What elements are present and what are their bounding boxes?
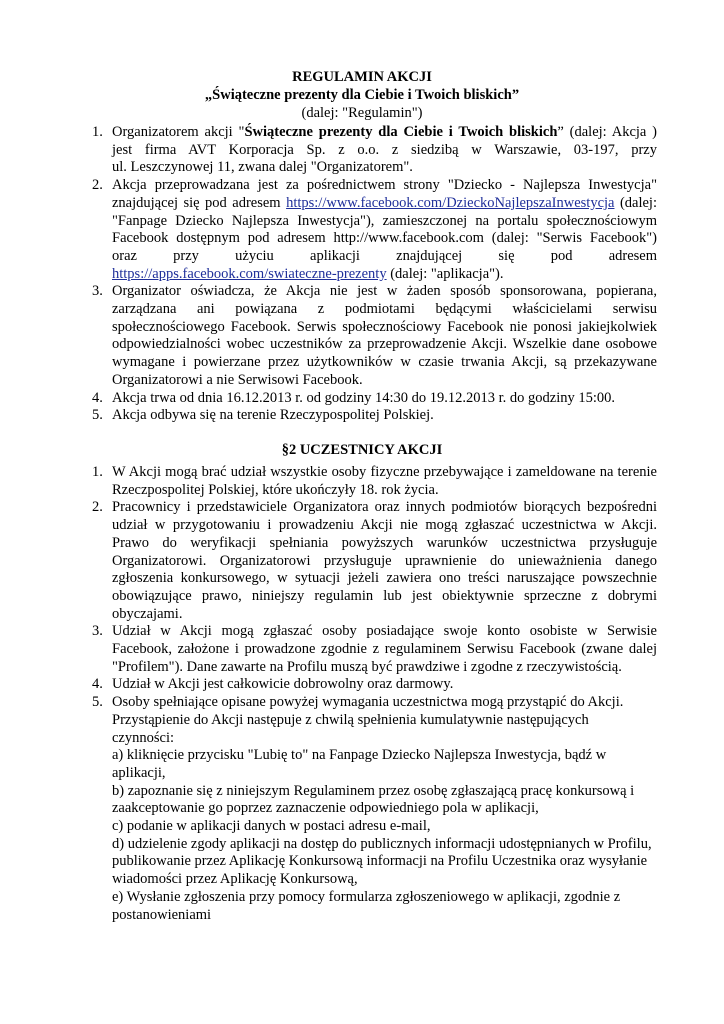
item-line: ul. Leszczynowej 11, zwana dalej "Organizatorem". <box>112 159 413 176</box>
app-link[interactable]: https://apps.facebook.com/swiateczne-prezenty <box>112 265 387 282</box>
item-number: 1. <box>92 464 103 480</box>
item-line: zgłoszenia konkursowego, w sytuacji jeżeli zawiera ono treści naruszające powszechnie <box>112 570 657 587</box>
item-line: Przystąpienie do Akcji następuje z chwilą spełnienia kumulatywnie następujących <box>112 711 589 728</box>
item-line: Organizatorowi. Organizatorowi przysługuje uprawnienie do unieważnienia danego <box>112 552 657 569</box>
document-subtitle: „Świąteczne prezenty dla Ciebie i Twoich bliskich” <box>204 87 520 103</box>
item-line: Facebook dostępnym pod adresem http://www.facebook.com (dalej: "Serwis Facebook") <box>112 230 657 247</box>
item-line: Organizatorowi a nie Serwisowi Facebook. <box>112 371 363 388</box>
item-line: zarządzana ani powiązana z podmiotami będącymi właścicielami serwisu <box>112 301 657 318</box>
item-line: "Profilem"). Dane zawarte na Profilu muszą być prawdziwe i zgodne z rzeczywistością. <box>112 658 622 675</box>
section-title: §2 UCZESTNICY AKCJI <box>281 442 443 458</box>
item-text: (dalej: "aplikacja"). <box>386 265 504 282</box>
item-number: 4. <box>92 389 103 406</box>
item-line: c) podanie w aplikacji danych w postaci adresu e-mail, <box>112 818 431 835</box>
item-text: Organizatorem akcji " <box>112 124 245 140</box>
document-title: REGULAMIN AKCJI <box>292 69 432 85</box>
item-line: Akcja odbywa się na terenie Rzeczypospolitej Polskiej. <box>112 407 434 424</box>
section2-list <box>92 464 657 924</box>
item-line: W Akcji mogą brać udział wszystkie osoby fizyczne przebywające i zameldowane na terenie <box>112 464 657 480</box>
item-line: publikowanie przez Aplikację Konkursową informacji na Profilu Uczestnika oraz wysyłanie <box>112 853 648 870</box>
list-item <box>92 623 657 676</box>
item-line <box>112 124 657 142</box>
item-line: czynności: <box>112 729 175 746</box>
list-item <box>92 177 657 283</box>
list-item <box>92 676 657 694</box>
item-number: 1. <box>92 124 103 140</box>
item-line: aplikacji, <box>112 764 166 781</box>
list-item <box>92 464 657 499</box>
item-line: a) kliknięcie przycisku "Lubię to" na Fanpage Dziecko Najlepsza Inwestycja, bądź w <box>112 747 607 764</box>
list-item <box>92 389 657 408</box>
item-number: 2. <box>92 177 103 194</box>
item-line: Udział w Akcji jest całkowicie dobrowolny oraz darmowy. <box>112 676 454 693</box>
item-line: b) zapoznanie się z niniejszym Regulaminem przez osobę zgłaszającą pracę konkursową i <box>112 782 635 799</box>
item-line: społecznościowego Facebook. Serwis społecznościowy Facebook nie ponosi jakiejkolwiek <box>112 318 657 335</box>
item-text: (dalej: <box>614 194 657 211</box>
fanpage-link[interactable]: https://www.facebook.com/DzieckoNajlepszaInwestycja <box>286 194 615 211</box>
item-line: jest firma AVT Korporacja Sp. z o.o. z siedzibą w Warszawie, 03-197, przy <box>112 141 657 158</box>
item-line: "Fanpage Dziecko Najlepsza Inwestycja"), zamieszczonej na portalu społecznościowym <box>112 212 657 229</box>
item-line: obowiązujące prawo, niniejszy regulamin lub jest obiektywnie sprzeczne z dobrymi <box>112 587 657 604</box>
item-line: Udział w Akcji mogą zgłaszać osoby posiadające swoje konto osobiste w Serwisie <box>112 623 657 640</box>
item-line: Organizator oświadcza, że Akcja nie jest w żaden sposób sponsorowana, popierana, <box>112 283 657 300</box>
item-text: ” (dalej: Akcja ) <box>557 124 658 140</box>
item-line: zaakceptowanie go poprzez zaznaczenie odpowiedniego pola w aplikacji, <box>112 800 539 817</box>
list-item <box>92 407 657 425</box>
item-line: obyczajami. <box>112 605 183 622</box>
item-line <box>112 266 657 284</box>
list-item <box>92 694 657 924</box>
item-line: postanowieniami <box>112 906 212 923</box>
item-line: Akcja przeprowadzana jest za pośrednictwem strony "Dziecko - Najlepsza Inwestycja" <box>112 177 657 194</box>
item-line: Facebook, założone i prowadzone zgodnie z regulaminem Serwisu Facebook (zwane dalej <box>112 641 657 658</box>
item-number: 3. <box>92 283 103 300</box>
item-line: Rzeczpospolitej Polskiej, które ukończyły 18. rok życia. <box>112 481 439 498</box>
list-item <box>92 283 657 389</box>
item-line: Akcja trwa od dnia 16.12.2013 r. od godziny 14:30 do 19.12.2013 r. do godziny 15:00. <box>112 389 616 406</box>
item-line: odpowiedzialności wobec uczestników za przeprowadzenie Akcji. Wszelkie dane osobowe <box>112 336 657 353</box>
item-number: 4. <box>92 676 103 693</box>
item-line: Prawo do weryfikacji spełniania powyższych warunków uczestnictwa przysługuje <box>112 534 657 551</box>
item-line <box>112 195 657 213</box>
item-line: e) Wysłanie zgłoszenia przy pomocy formularza zgłoszeniowego w aplikacji, zgodnie z <box>112 888 621 905</box>
item-number: 5. <box>92 407 103 424</box>
item-number: 5. <box>92 694 103 711</box>
document-alias: (dalej: "Regulamin") <box>301 105 423 121</box>
list-item <box>92 499 657 623</box>
item-line: wymagane i powierzane przez użytkowników w czasie trwania Akcji, są przekazywane <box>112 354 657 371</box>
item-line: oraz przy użyciu aplikacji znajdującej się pod adresem <box>112 247 657 264</box>
item-number: 3. <box>92 623 103 640</box>
section1-list <box>92 124 658 425</box>
action-name: Świąteczne prezenty dla Ciebie i Twoich bliskich <box>244 124 558 140</box>
item-line: Pracownicy i przedstawiciele Organizatora oraz innych podmiotów biorących bezpośredni <box>112 499 657 516</box>
item-line: udział w przygotowaniu i prowadzeniu Akcji nie mogą zgłaszać uczestnictwa w Akcji. <box>112 517 657 534</box>
list-item <box>92 124 658 177</box>
item-line: d) udzielenie zgody aplikacji na dostęp do publicznych informacji udostępnianych w Profilu, <box>112 835 652 852</box>
item-text: znajdującej się pod adresem <box>112 194 287 211</box>
item-line: Osoby spełniające opisane powyżej wymagania uczestnictwa mogą przystąpić do Akcji. <box>112 694 624 711</box>
item-line: wiadomości przez Aplikację Konkursową, <box>112 871 358 888</box>
item-number: 2. <box>92 499 103 516</box>
